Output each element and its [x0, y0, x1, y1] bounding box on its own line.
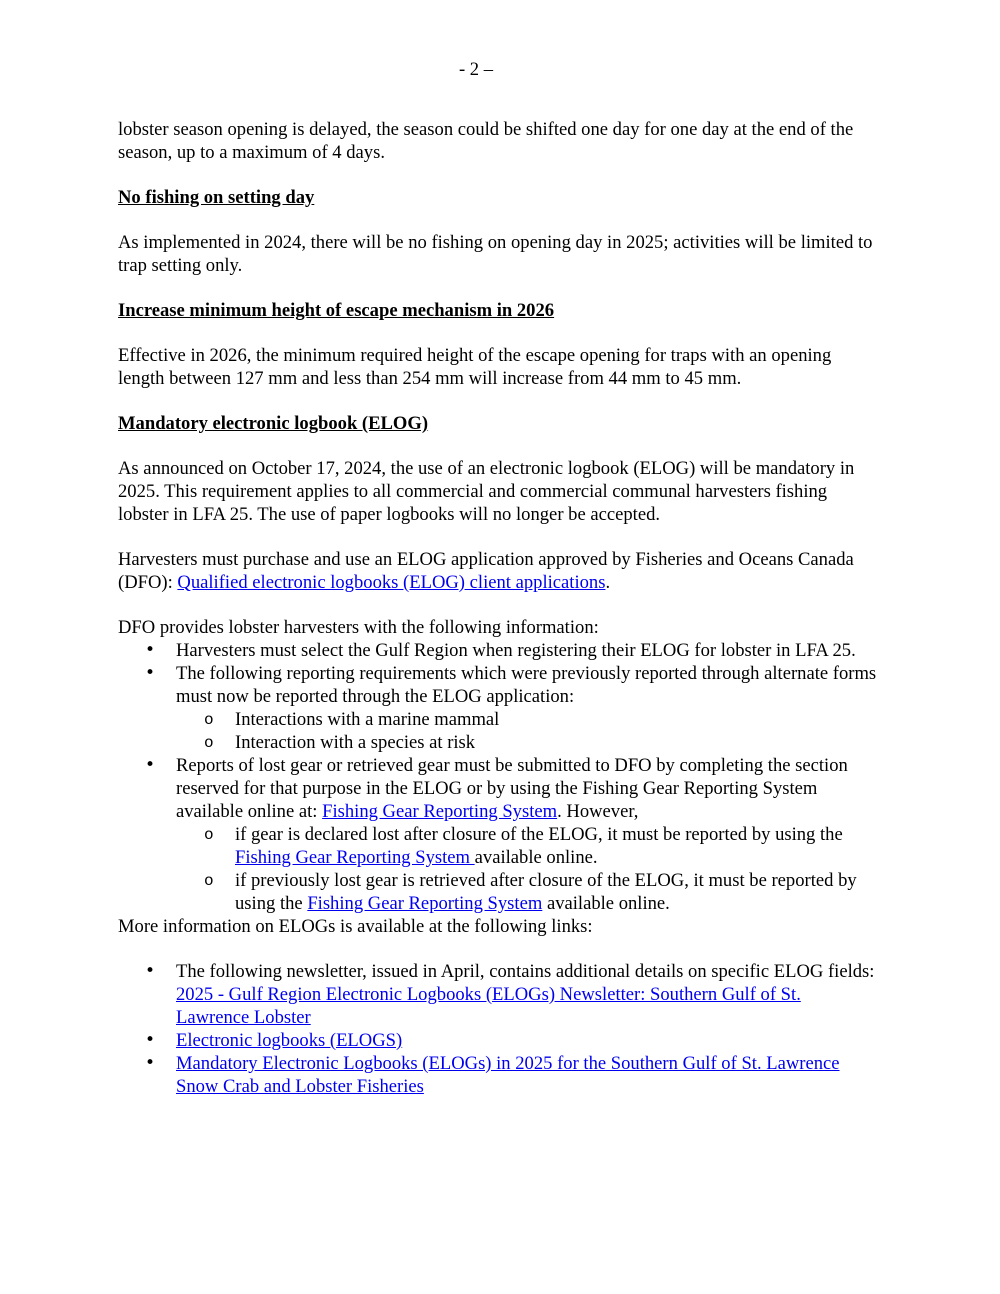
elog-purchase-paragraph: [118, 548, 878, 594]
more-info-paragraph: More information on ELOGs is available at the following links:: [118, 916, 593, 937]
bullet-gulf-region: Harvesters must select the Gulf Region when registering their ELOG for lobster in LFA 25.: [176, 640, 856, 661]
page-content: [118, 118, 878, 1098]
heading-elog: Mandatory electronic logbook (ELOG): [118, 413, 429, 434]
list-item: [118, 1029, 878, 1052]
escape-mechanism-paragraph: Effective in 2026, the minimum required height of the escape opening for traps with an opening length between 127 mm and less than 254 mm will increase from 44 mm to 45 mm.: [118, 345, 832, 389]
list-item: [118, 1052, 878, 1098]
newsletter-link[interactable]: 2025 - Gulf Region Electronic Logbooks (ELOGs) Newsletter: Southern Gulf of St. Lawrence Lobster: [176, 984, 801, 1028]
page-number: - 2 –: [458, 59, 494, 80]
elog-announcement-paragraph: As announced on October 17, 2024, the use of an electronic logbook (ELOG) will be mandatory in 2025. This requirement applies to all commercial and commercial communal harvesters fishing lobster in LFA 25. The use of paper logbooks will no longer be accepted.: [118, 458, 855, 525]
mandatory-elog-link[interactable]: Mandatory Electronic Logbooks (ELOGs) in 2025 for the Southern Gulf of St. Lawrence Snow Crab and Lobster Fisheries: [176, 1053, 840, 1097]
fishing-gear-reporting-link[interactable]: Fishing Gear Reporting System: [322, 801, 558, 822]
lost-after-closure-text: if gear is declared lost after closure of the ELOG, it must be reported by using the: [235, 824, 843, 845]
dfo-info-list: [118, 639, 878, 915]
qualified-elog-link[interactable]: Qualified electronic logbooks (ELOG) client applications: [177, 572, 606, 593]
fishing-gear-reporting-link[interactable]: Fishing Gear Reporting System: [307, 893, 543, 914]
sub-list-item: [176, 869, 878, 915]
bullet-lost-gear-suffix: . However,: [557, 801, 639, 822]
dfo-intro: DFO provides lobster harvesters with the following information:: [118, 617, 599, 638]
list-item: [118, 754, 878, 915]
elog-purchase-suffix: .: [605, 572, 611, 593]
intro-paragraph: lobster season opening is delayed, the season could be shifted one day for one day at the end of the season, up to a maximum of 4 days.: [118, 119, 854, 163]
elog-links-list: [118, 960, 878, 1098]
sub-list-item: o Interactions with a marine mammal: [176, 708, 878, 731]
sub-list-item: [176, 823, 878, 869]
reporting-sublist: [176, 708, 878, 754]
list-item: [118, 639, 878, 662]
fishing-gear-reporting-link[interactable]: Fishing Gear Reporting System: [235, 847, 475, 868]
list-item: [118, 960, 878, 1029]
lost-gear-sublist: [176, 823, 878, 915]
elog-purchase-text: Harvesters must purchase and use an ELOG application approved by Fisheries and Oceans Canada (DFO):: [118, 549, 854, 593]
retrieved-after-closure-text: if previously lost gear is retrieved after closure of the ELOG, it must be reported by using the: [235, 870, 857, 914]
bullet-reporting-requirements: The following reporting requirements which were previously reported through alternate forms must now be reported through the ELOG application:: [176, 663, 877, 707]
sub-list-item: o Interaction with a species at risk: [176, 731, 878, 754]
setting-day-paragraph: As implemented in 2024, there will be no fishing on opening day in 2025; activities will be limited to trap setting only.: [118, 232, 873, 276]
heading-setting-day: No fishing on setting day: [118, 187, 315, 208]
list-item: [118, 662, 878, 754]
retrieved-after-closure-suffix: available online.: [542, 893, 670, 914]
newsletter-text: The following newsletter, issued in April, contains additional details on specific ELOG fields:: [176, 961, 875, 982]
heading-escape-mechanism: Increase minimum height of escape mechanism in 2026: [118, 300, 555, 321]
lost-after-closure-suffix: available online.: [474, 847, 598, 868]
electronic-logbooks-link[interactable]: Electronic logbooks (ELOGS): [176, 1030, 403, 1051]
bullet-lost-gear-text: Reports of lost gear or retrieved gear must be submitted to DFO by completing the section reserved for that purpose in the ELOG or by using the Fishing Gear Reporting System available online at:: [176, 755, 848, 822]
